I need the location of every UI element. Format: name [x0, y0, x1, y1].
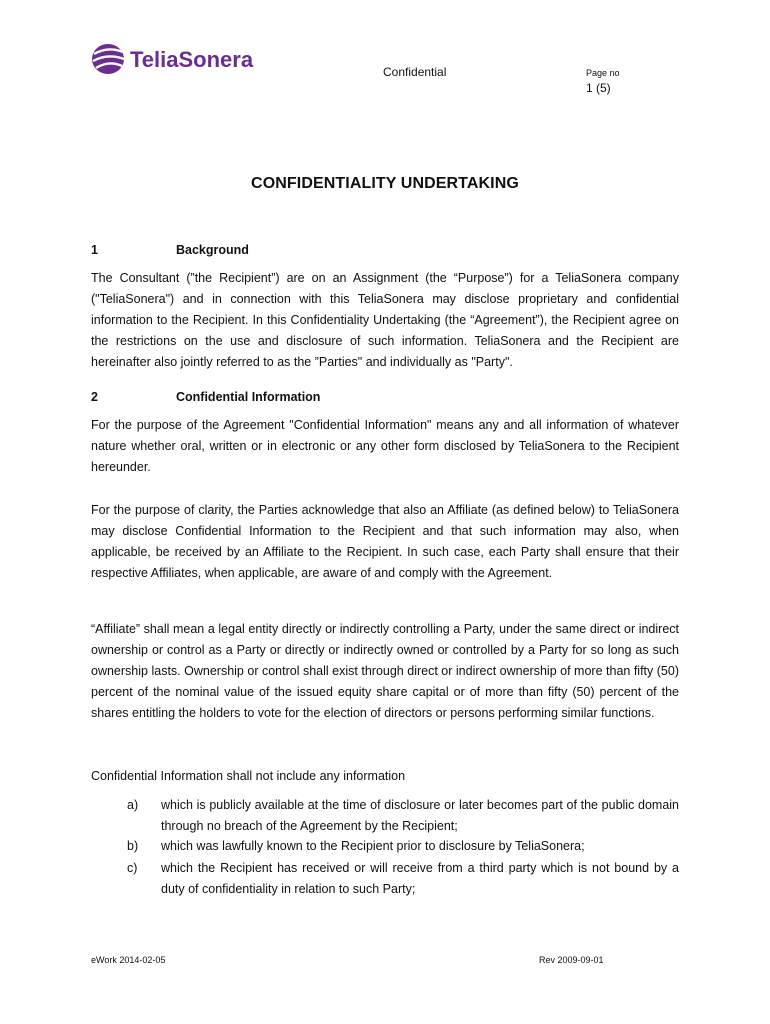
- section-1-number: 1: [91, 243, 98, 257]
- exclusion-b-text: which was lawfully known to the Recipient prior to disclosure by TeliaSonera;: [161, 839, 585, 853]
- logo-wordmark: TeliaSonera: [130, 47, 254, 72]
- clarity-paragraph: For the purpose of clarity, the Parties acknowledge that also an Affiliate (as defined below) to TeliaSonera may disclose Confidential Information to the Recipient and that such information may also, when applicable, be received by an Affiliate to the Recipient. In such case, each Party shall ensure that their respective Affiliates, when applicable, are aware of and comply with the Agreement.: [91, 503, 679, 580]
- header-page-no-label: Page no: [586, 68, 620, 78]
- teliasonera-pebble-icon: [92, 44, 124, 74]
- exclusion-b-letter: b): [127, 839, 139, 853]
- footer-left: eWork 2014-02-05: [91, 955, 166, 965]
- teliasonera-logo: [90, 40, 280, 80]
- definition-paragraph: For the purpose of the Agreement "Confidential Information" means any and all information of whatever nature whether oral, written or in electronic or any other form disclosed by TeliaSonera to the Recipient hereunder.: [91, 418, 679, 474]
- document-title: CONFIDENTIALITY UNDERTAKING: [251, 175, 519, 192]
- header-confidential: Confidential: [383, 65, 447, 79]
- header-page-number: 1 (5): [586, 81, 611, 95]
- exclusion-a-text: which is publicly available at the time of disclosure or later becomes part of the public domain through no breach of the Agreement by the Recipient;: [161, 798, 679, 833]
- section-2-title: Confidential Information: [176, 390, 321, 404]
- section-2-number: 2: [91, 390, 98, 404]
- section-1-title: Background: [176, 243, 249, 257]
- exclusions-intro: Confidential Information shall not include any information: [91, 769, 406, 783]
- affiliate-paragraph: “Affiliate” shall mean a legal entity directly or indirectly controlling a Party, under the same direct or indirect ownership or control as a Party or directly or indirectly owned or controlled by a Party for so long as such ownership lasts. Ownership or control shall exist through direct or indirect ownership of more than fifty (50) percent of the nominal value of the issued equity share capital or of more than fifty (50) percent of the shares entitling the holders to vote for the election of directors or persons performing similar functions.: [91, 622, 679, 720]
- exclusion-c-letter: c): [127, 861, 138, 875]
- footer-right: Rev 2009-09-01: [539, 955, 604, 965]
- background-paragraph: The Consultant (”the Recipient”) are on an Assignment (the “Purpose”) for a TeliaSonera company ("TeliaSonera") and in connection with this TeliaSonera may disclose proprietary and confidential information to the Recipient. In this Confidentiality Undertaking (the “Agreement”), the Recipient agree on the restrictions on the use and disclosure of such information. TeliaSonera and the Recipient are hereinafter also jointly referred to as the ”Parties" and individually as "Party".: [91, 271, 679, 369]
- exclusion-c-text: which the Recipient has received or will receive from a third party which is not bound by a duty of confidentiality in relation to such Party;: [161, 861, 679, 896]
- exclusion-a-letter: a): [127, 798, 139, 812]
